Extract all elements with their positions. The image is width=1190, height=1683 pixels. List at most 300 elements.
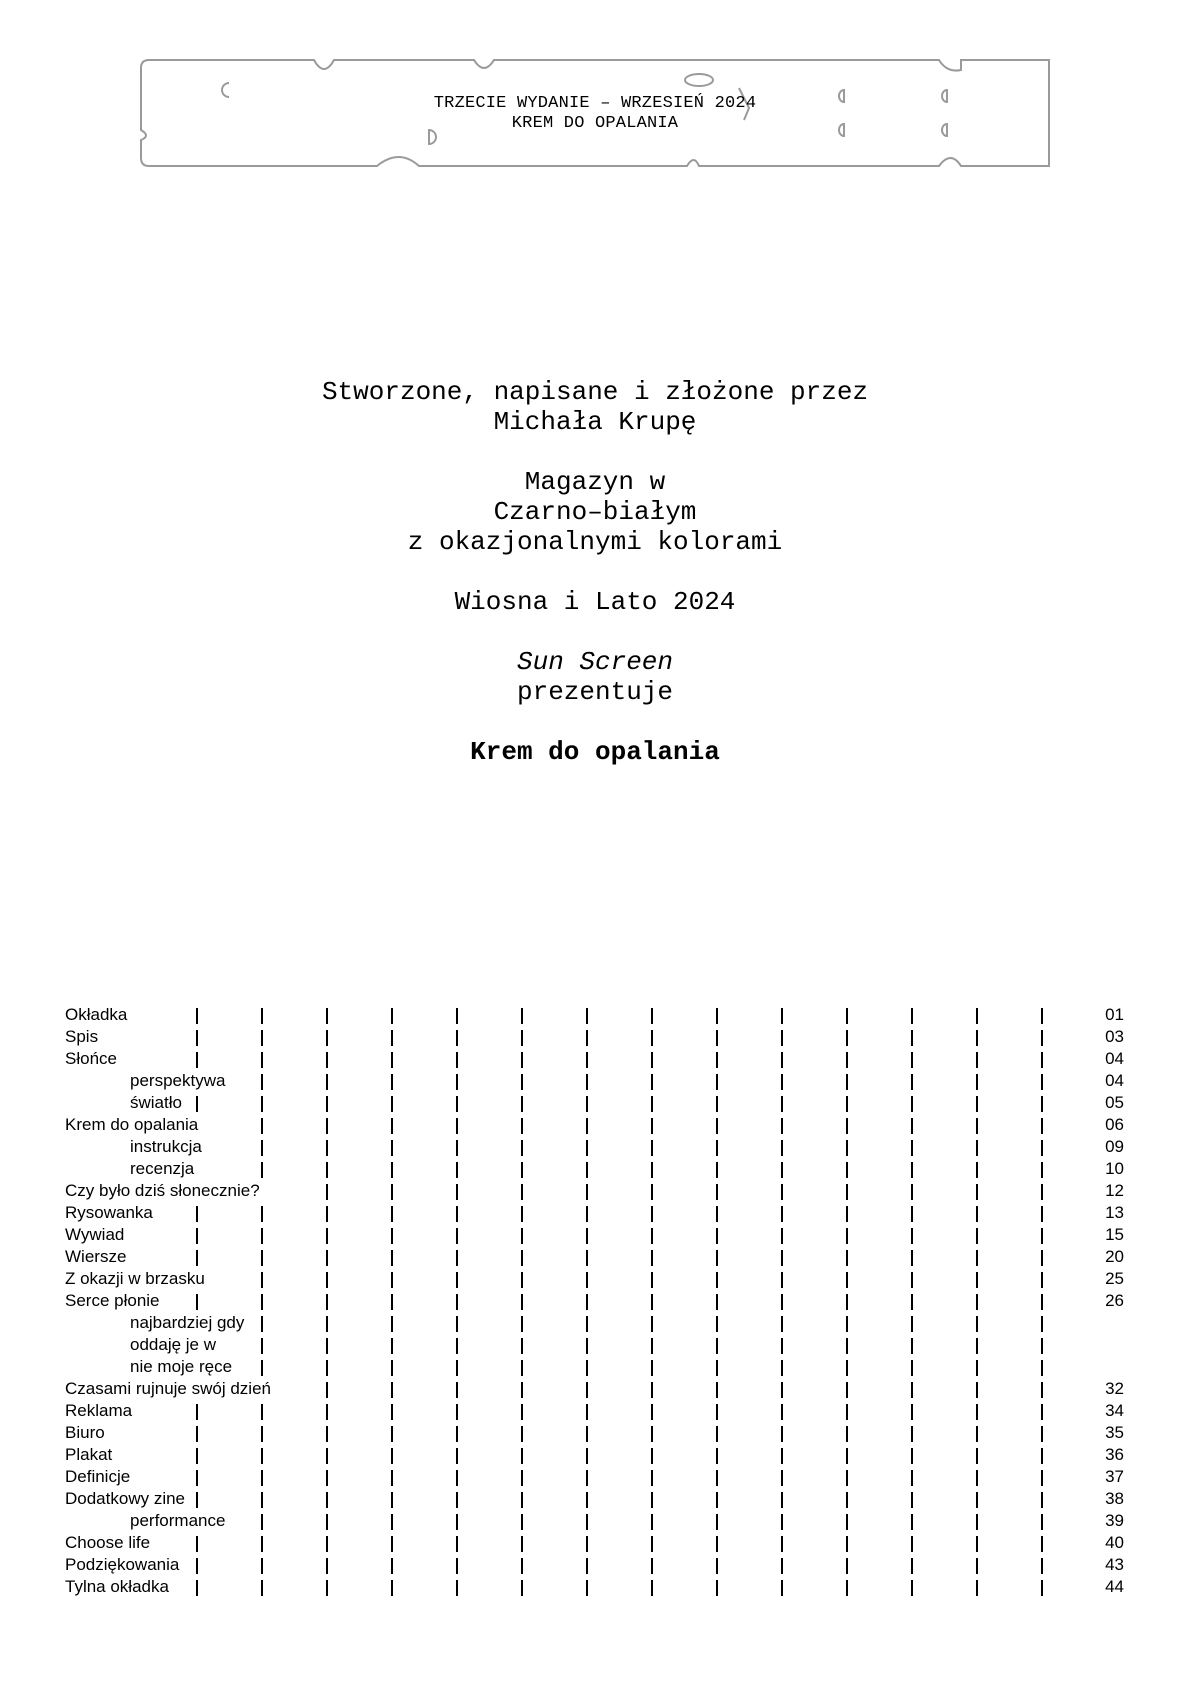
toc-divider [586,1250,588,1266]
toc-row[interactable] [0,1004,1190,1026]
toc-subsection-title: światło [130,1092,186,1114]
toc-divider [521,1052,523,1068]
toc-divider [326,1536,328,1552]
toc-divider [716,1580,718,1596]
toc-row[interactable] [0,1092,1190,1114]
toc-divider [976,1558,978,1574]
toc-divider [846,1536,848,1552]
toc-divider [651,1448,653,1464]
toc-divider [846,1096,848,1112]
toc-divider [586,1492,588,1508]
toc-divider [456,1426,458,1442]
credits-season: Wiosna i Lato 2024 [454,587,736,617]
toc-divider [781,1470,783,1486]
toc-divider [586,1272,588,1288]
toc-divider [391,1514,393,1530]
toc-divider [326,1360,328,1376]
toc-divider [911,1382,913,1398]
toc-divider [391,1470,393,1486]
toc-divider [1041,1470,1043,1486]
toc-divider [586,1558,588,1574]
toc-divider [586,1382,588,1398]
toc-divider [586,1360,588,1376]
toc-divider [781,1272,783,1288]
toc-divider [586,1184,588,1200]
toc-page-number: 37 [1105,1467,1124,1486]
toc-divider [586,1074,588,1090]
toc-divider [846,1382,848,1398]
toc-divider [846,1580,848,1596]
toc-section-title: Choose life [65,1532,154,1554]
toc-divider [326,1470,328,1486]
credits-block [0,377,1190,767]
toc-row[interactable] [0,1466,1190,1488]
toc-divider [521,1448,523,1464]
toc-divider [911,1316,913,1332]
toc-divider [846,1118,848,1134]
toc-divider [846,1404,848,1420]
toc-divider [976,1404,978,1420]
toc-divider [651,1206,653,1222]
toc-divider [326,1580,328,1596]
toc-divider [781,1448,783,1464]
toc-divider [846,1294,848,1310]
toc-divider [326,1250,328,1266]
toc-divider [911,1074,913,1090]
toc-section-title: Podziękowania [65,1554,183,1576]
toc-divider [976,1228,978,1244]
toc-divider [586,1404,588,1420]
toc-divider [651,1008,653,1024]
toc-section-title: Rysowanka [65,1202,157,1224]
toc-divider [911,1184,913,1200]
toc-divider [391,1338,393,1354]
toc-divider [846,1272,848,1288]
toc-divider [651,1162,653,1178]
toc-divider [521,1294,523,1310]
toc-divider [456,1206,458,1222]
toc-divider [781,1294,783,1310]
toc-page-number: 44 [1105,1577,1124,1596]
toc-divider [846,1448,848,1464]
toc-divider [976,1580,978,1596]
credits-brand: Sun Screen [516,647,674,677]
toc-page-number: 39 [1105,1511,1124,1530]
toc-divider [196,1448,198,1464]
toc-divider [261,1140,263,1156]
toc-divider [781,1184,783,1200]
toc-divider [976,1492,978,1508]
toc-divider [781,1008,783,1024]
toc-divider [391,1250,393,1266]
toc-divider [456,1030,458,1046]
toc-divider [1041,1316,1043,1332]
toc-divider [521,1272,523,1288]
toc-row[interactable] [0,1488,1190,1510]
toc-divider [911,1096,913,1112]
toc-divider [586,1030,588,1046]
toc-row[interactable] [0,1180,1190,1202]
toc-page-number: 15 [1105,1225,1124,1244]
toc-divider [781,1404,783,1420]
toc-divider [261,1426,263,1442]
toc-divider [976,1272,978,1288]
toc-page-number: 09 [1105,1137,1124,1156]
toc-divider [261,1250,263,1266]
toc-divider [391,1140,393,1156]
toc-divider [586,1052,588,1068]
toc-subsection-title: oddaję je w [130,1334,220,1356]
toc-divider [651,1536,653,1552]
toc-divider [521,1382,523,1398]
toc-divider [976,1338,978,1354]
toc-divider [781,1580,783,1596]
toc-row[interactable] [0,1114,1190,1136]
toc-divider [976,1514,978,1530]
toc-row[interactable] [0,1444,1190,1466]
toc-divider [456,1052,458,1068]
toc-divider [781,1030,783,1046]
toc-row[interactable] [0,1202,1190,1224]
toc-page-number: 36 [1105,1445,1124,1464]
toc-divider [586,1470,588,1486]
toc-divider [326,1272,328,1288]
toc-row[interactable] [0,1158,1190,1180]
toc-divider [651,1030,653,1046]
toc-divider [456,1360,458,1376]
toc-divider [261,1558,263,1574]
toc-divider [521,1206,523,1222]
toc-divider [781,1206,783,1222]
toc-divider [911,1338,913,1354]
toc-divider [456,1008,458,1024]
toc-divider [976,1162,978,1178]
toc-divider [976,1382,978,1398]
toc-divider [846,1206,848,1222]
toc-divider [521,1118,523,1134]
toc-divider [261,1470,263,1486]
toc-divider [261,1536,263,1552]
toc-divider [781,1074,783,1090]
toc-divider [521,1030,523,1046]
toc-divider [586,1514,588,1530]
toc-divider [326,1052,328,1068]
toc-divider [911,1228,913,1244]
toc-row[interactable] [0,1334,1190,1356]
toc-divider [391,1448,393,1464]
toc-divider [781,1360,783,1376]
toc-divider [911,1162,913,1178]
toc-divider [716,1118,718,1134]
toc-divider [716,1382,718,1398]
toc-divider [326,1338,328,1354]
credits-format-1: Magazyn w [524,467,666,497]
toc-divider [1041,1360,1043,1376]
toc-divider [1041,1140,1043,1156]
toc-divider [196,1228,198,1244]
toc-divider [1041,1052,1043,1068]
toc-divider [521,1074,523,1090]
toc-divider [196,1536,198,1552]
toc-divider [976,1316,978,1332]
toc-divider [911,1404,913,1420]
toc-divider [326,1228,328,1244]
toc-divider [261,1008,263,1024]
toc-divider [326,1162,328,1178]
toc-divider [911,1448,913,1464]
toc-divider [391,1294,393,1310]
toc-divider [1041,1580,1043,1596]
toc-divider [326,1140,328,1156]
toc-divider [716,1558,718,1574]
toc-divider [1041,1404,1043,1420]
toc-row[interactable] [0,1136,1190,1158]
toc-divider [261,1118,263,1134]
toc-row[interactable] [0,1048,1190,1070]
toc-divider [586,1140,588,1156]
toc-row[interactable] [0,1070,1190,1092]
toc-divider [456,1492,458,1508]
toc-row[interactable] [0,1290,1190,1312]
toc-divider [456,1250,458,1266]
toc-divider [781,1052,783,1068]
toc-divider [521,1492,523,1508]
toc-divider [976,1096,978,1112]
toc-divider [196,1470,198,1486]
toc-divider [1041,1250,1043,1266]
toc-divider [911,1272,913,1288]
toc-divider [976,1184,978,1200]
toc-divider [391,1118,393,1134]
toc-divider [1041,1184,1043,1200]
toc-divider [781,1250,783,1266]
toc-divider [261,1074,263,1090]
toc-divider [586,1162,588,1178]
toc-divider [261,1316,263,1332]
toc-divider [911,1118,913,1134]
toc-divider [781,1228,783,1244]
toc-divider [976,1140,978,1156]
toc-row[interactable] [0,1400,1190,1422]
toc-divider [326,1206,328,1222]
toc-divider [651,1316,653,1332]
toc-divider [716,1426,718,1442]
toc-page-number: 10 [1105,1159,1124,1178]
toc-divider [716,1228,718,1244]
toc-divider [391,1206,393,1222]
toc-divider [716,1316,718,1332]
toc-divider [456,1118,458,1134]
toc-page-number: 05 [1105,1093,1124,1112]
toc-divider [846,1492,848,1508]
toc-divider [781,1118,783,1134]
toc-divider [911,1580,913,1596]
toc-divider [521,1558,523,1574]
toc-divider [456,1382,458,1398]
toc-divider [521,1360,523,1376]
toc-divider [456,1272,458,1288]
toc-row[interactable] [0,1554,1190,1576]
toc-section-title: Plakat [65,1444,116,1466]
toc-divider [261,1294,263,1310]
toc-divider [521,1580,523,1596]
toc-divider [716,1206,718,1222]
toc-section-title: Dodatkowy zine [65,1488,189,1510]
toc-divider [651,1360,653,1376]
toc-page-number: 01 [1105,1005,1124,1024]
toc-divider [456,1294,458,1310]
toc-divider [781,1492,783,1508]
toc-divider [1041,1228,1043,1244]
toc-divider [196,1008,198,1024]
toc-row[interactable] [0,1312,1190,1334]
toc-divider [651,1558,653,1574]
toc-divider [196,1558,198,1574]
toc-page-number: 03 [1105,1027,1124,1046]
toc-divider [911,1250,913,1266]
toc-divider [781,1558,783,1574]
toc-divider [651,1426,653,1442]
toc-divider [261,1030,263,1046]
toc-divider [521,1338,523,1354]
toc-divider [391,1074,393,1090]
toc-divider [781,1514,783,1530]
toc-divider [651,1184,653,1200]
toc-divider [586,1580,588,1596]
toc-divider [326,1118,328,1134]
toc-divider [456,1558,458,1574]
toc-divider [456,1536,458,1552]
toc-divider [781,1382,783,1398]
toc-divider [326,1558,328,1574]
toc-divider [976,1030,978,1046]
toc-divider [261,1096,263,1112]
toc-section-title: Słońce [65,1048,121,1070]
toc-section-title: Tylna okładka [65,1576,173,1598]
toc-divider [716,1514,718,1530]
toc-divider [586,1448,588,1464]
toc-divider [911,1030,913,1046]
toc-divider [976,1206,978,1222]
toc-row[interactable] [0,1576,1190,1598]
edition-line: TRZECIE WYDANIE – WRZESIEŃ 2024 [433,94,757,113]
toc-divider [911,1514,913,1530]
toc-divider [456,1580,458,1596]
toc-divider [1041,1096,1043,1112]
toc-row[interactable] [0,1026,1190,1048]
toc-divider [781,1140,783,1156]
toc-divider [586,1294,588,1310]
toc-divider [456,1140,458,1156]
toc-row[interactable] [0,1510,1190,1532]
toc-page-number: 34 [1105,1401,1124,1420]
toc-divider [456,1448,458,1464]
toc-subsection-title: najbardziej gdy [130,1312,248,1334]
toc-divider [1041,1118,1043,1134]
toc-divider [391,1008,393,1024]
toc-row[interactable] [0,1356,1190,1378]
toc-divider [781,1162,783,1178]
toc-divider [456,1184,458,1200]
toc-divider [196,1580,198,1596]
toc-divider [261,1272,263,1288]
toc-divider [1041,1536,1043,1552]
toc-divider [326,1514,328,1530]
toc-subsection-title: performance [130,1510,229,1532]
toc-divider [651,1470,653,1486]
toc-divider [911,1360,913,1376]
toc-page-number: 06 [1105,1115,1124,1134]
toc-divider [456,1316,458,1332]
toc-subsection-title: instrukcja [130,1136,206,1158]
edition-subtitle: KREM DO OPALANIA [511,114,679,133]
toc-divider [391,1272,393,1288]
toc-divider [651,1514,653,1530]
toc-divider [261,1448,263,1464]
toc-section-title: Czasami rujnuje swój dzień [65,1378,275,1400]
toc-divider [521,1316,523,1332]
toc-divider [1041,1382,1043,1398]
toc-divider [976,1360,978,1376]
toc-section-title: Z okazji w brzasku [65,1268,209,1290]
toc-divider [521,1536,523,1552]
toc-divider [196,1404,198,1420]
toc-section-title: Wiersze [65,1246,130,1268]
toc-divider [456,1074,458,1090]
toc-divider [391,1228,393,1244]
toc-section-title: Krem do opalania [65,1114,202,1136]
toc-divider [976,1008,978,1024]
toc-divider [391,1580,393,1596]
toc-divider [261,1360,263,1376]
toc-divider [391,1030,393,1046]
toc-divider [846,1140,848,1156]
credits-author-intro: Stworzone, napisane i złożone przez [321,377,869,407]
toc-row[interactable] [0,1532,1190,1554]
credits-format-3: z okazjonalnymi kolorami [407,527,783,557]
toc-row[interactable] [0,1378,1190,1400]
toc-divider [846,1228,848,1244]
toc-page-number: 32 [1105,1379,1124,1398]
toc-divider [781,1338,783,1354]
toc-divider [846,1360,848,1376]
toc-divider [521,1514,523,1530]
toc-row[interactable] [0,1246,1190,1268]
toc-page-number: 12 [1105,1181,1124,1200]
toc-section-title: Serce płonie [65,1290,164,1312]
toc-section-title: Definicje [65,1466,134,1488]
toc-divider [1041,1008,1043,1024]
toc-divider [521,1096,523,1112]
toc-row[interactable] [0,1268,1190,1290]
edition-info [0,94,1190,134]
toc-divider [716,1140,718,1156]
toc-divider [716,1492,718,1508]
toc-divider [391,1382,393,1398]
toc-row[interactable] [0,1422,1190,1444]
toc-divider [846,1558,848,1574]
toc-divider [196,1030,198,1046]
toc-divider [911,1492,913,1508]
toc-row[interactable] [0,1224,1190,1246]
toc-divider [846,1316,848,1332]
toc-divider [456,1470,458,1486]
toc-divider [586,1118,588,1134]
toc-divider [781,1426,783,1442]
toc-divider [326,1448,328,1464]
toc-divider [1041,1514,1043,1530]
toc-divider [976,1052,978,1068]
